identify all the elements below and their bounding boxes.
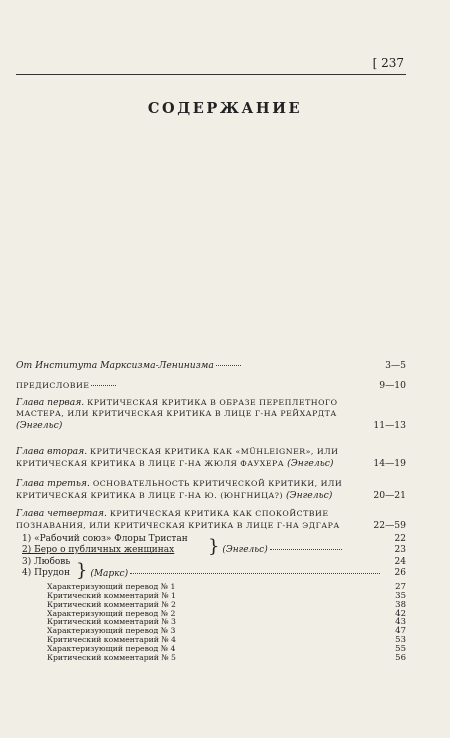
commentary-title: Критический комментарий № 4 [47,634,176,644]
toc-entry-pages: 22—59 [373,519,406,531]
toc-entry-chapter-2 [16,431,406,469]
toc-entry-author: (Энгельс) [287,457,334,469]
section-pages: 26 [394,567,406,578]
toc-entry-text: ОСНОВАТЕЛЬНОСТЬ КРИТИЧЕСКОЙ КРИТИКИ, ИЛИ КРИТИЧЕСКАЯ КРИТИКА В ЛИЦЕ Г-НА Ю. (ЮНГНИЦА?) [16,479,343,500]
commentary-title: Характеризующий перевод № 3 [47,626,176,636]
chapter-label: Глава четвертая. [16,508,107,520]
toc-entry-text: КРИТИЧЕСКАЯ КРИТИКА КАК «MÜHLEIGNER», ИЛИ КРИТИЧЕСКАЯ КРИТИКА В ЛИЦЕ Г-НА ЖЮЛЯ ФАУХЕРА [16,447,339,468]
commentary-title: Характеризующий перевод № 1 [47,582,176,592]
commentary-pages: 53 [395,634,406,645]
commentary-title: Критический комментарий № 2 [47,599,176,609]
toc-entry-chapter-3 [16,469,406,501]
toc-entry-text: От Института Марксизма-Ленинизма [16,359,214,371]
group-author-marx: (Маркс) [90,569,129,579]
section-title: 3) Любовь [22,556,71,567]
commentary-title: Критический комментарий № 1 [47,590,176,600]
marx-group-brace: } (Маркс) [76,560,380,581]
commentary-pages: 27 [395,582,406,593]
commentary-pages: 56 [395,652,406,663]
toc-entry-pages: 14—19 [373,457,406,469]
commentary-title: Критический комментарий № 5 [47,652,176,662]
commentary-pages: 47 [395,626,406,637]
toc-entry-text: КРИТИЧЕСКАЯ КРИТИКА В ОБРАЗЕ ПЕРЕПЛЕТНОГО МАСТЕРА, ИЛИ КРИТИЧЕСКАЯ КРИТИКА В ЛИЦЕ Г-НА РЕЙХАРДТА [16,397,338,419]
page-number: [ 237 [372,56,404,70]
engels-group-brace: } (Энгельс) [208,536,342,557]
toc-entry-pages: 20—21 [373,489,406,501]
toc-entry-pages: 3—5 [385,359,406,371]
group-author-engels: (Энгельс) [222,545,268,555]
commentary-title: Критический комментарий № 3 [47,617,176,627]
toc-entry-chapter-1 [16,391,406,431]
commentary-pages: 38 [395,599,406,610]
toc-entry-text: ПРЕДИСЛОВИЕ [16,380,90,390]
section-pages: 23 [394,545,406,556]
commentary-pages: 43 [395,617,406,628]
commentary-list [16,583,406,662]
commentary-pages: 35 [395,590,406,601]
section-pages: 24 [394,556,406,567]
section-title: 1) «Рабочий союз» Флоры Тристан [22,534,188,544]
commentary-pages: 42 [395,608,406,619]
chapter-4-sections [16,534,406,579]
chapter-label: Глава вторая. [16,446,88,458]
toc-entry-text: КРИТИЧЕСКАЯ КРИТИКА КАК СПОКОЙСТВИЕ ПОЗНАВАНИЯ, ИЛИ КРИТИЧЕСКАЯ КРИТИКА В ЛИЦЕ Г-НА ЭДГАРА [16,509,340,530]
table-of-contents [16,346,406,662]
commentary-pages: 55 [395,643,406,654]
toc-entry-author: (Энгельс) [285,489,333,501]
toc-entry-pages: 9—10 [379,379,406,391]
header-rule [16,74,406,75]
toc-entry-author: (Энгельс) [16,419,63,431]
commentary-title: Характеризующий перевод № 2 [47,608,176,618]
toc-entry-pages: 11—13 [373,419,406,431]
commentary-title: Характеризующий перевод № 4 [47,643,176,653]
chapter-label: Глава первая. [16,396,85,408]
section-pages: 22 [394,534,406,544]
commentary-item [16,654,406,663]
chapter-label: Глава третья. [16,478,90,490]
toc-entry-preface [16,371,406,391]
page-title: СОДЕРЖАНИЕ [147,100,303,117]
toc-entry-institute [16,346,406,371]
section-title: 2) Беро о публичных женщинах [22,545,175,556]
toc-entry-chapter-4 [16,501,406,531]
section-title: 4) Прудон [22,567,70,578]
